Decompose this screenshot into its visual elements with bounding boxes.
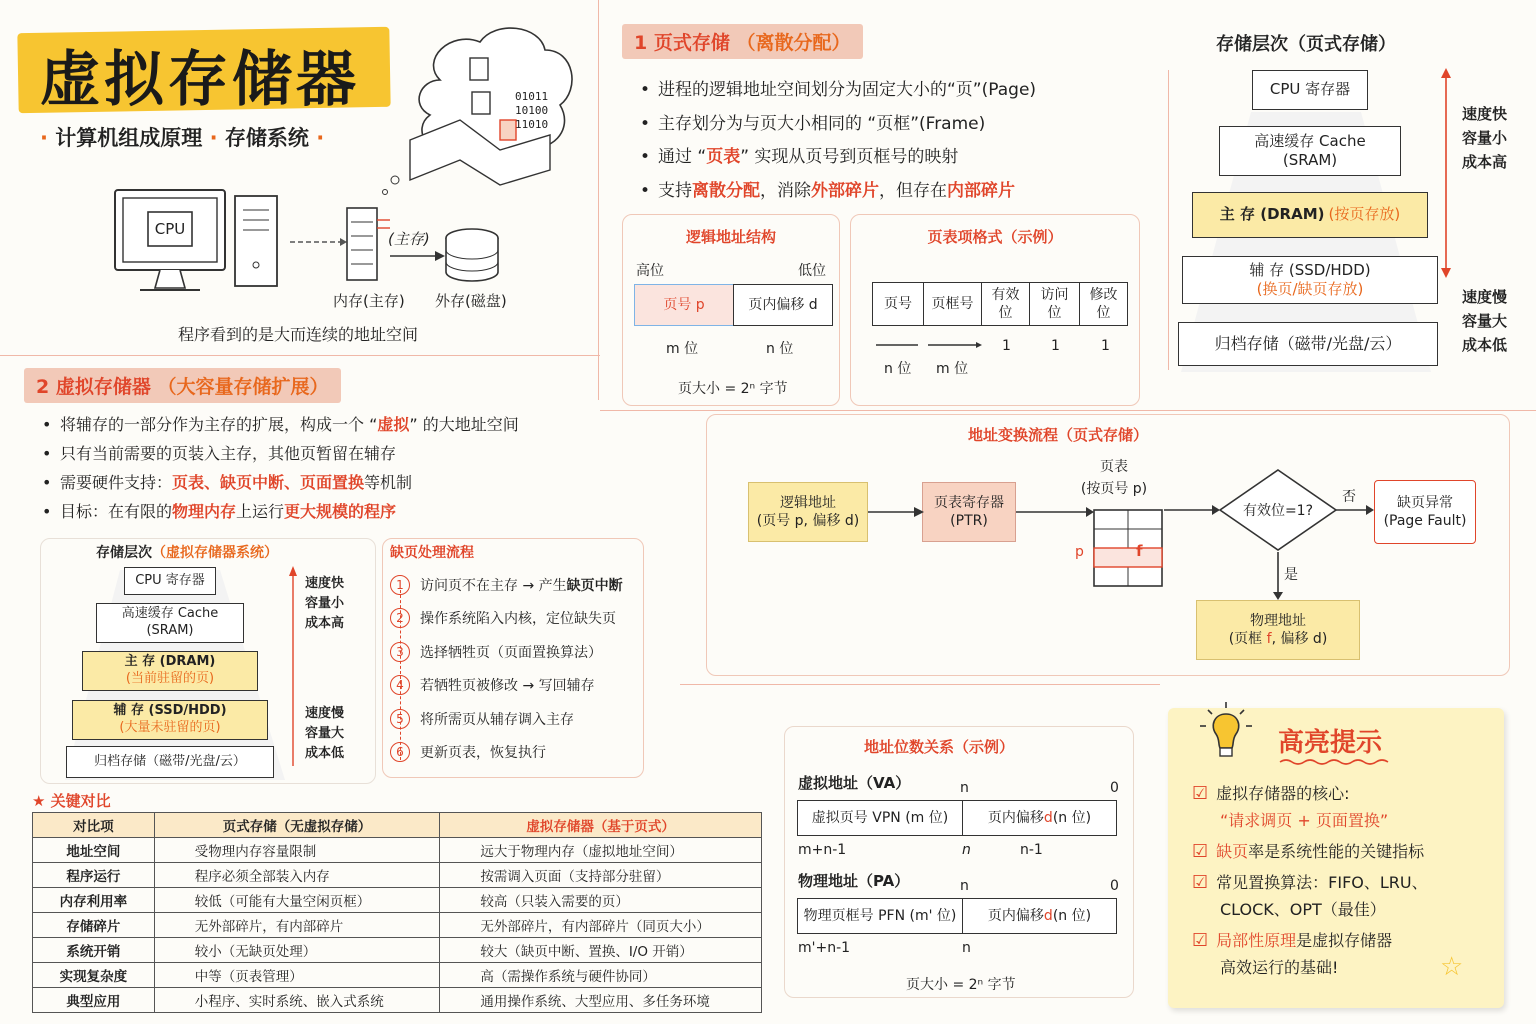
pa-bottom-n: n — [962, 940, 971, 956]
pte-fields — [872, 282, 1128, 326]
hr-top-note: 速度快 容量小 成本高 — [1462, 105, 1508, 171]
check-icon: ☑ — [1192, 930, 1209, 951]
cloud-bits — [515, 90, 548, 132]
flow-page-fault: 缺页异常 (Page Fault) — [1374, 480, 1476, 544]
pa-top-n: n — [960, 878, 969, 894]
va-bottom-left: m+n-1 — [798, 842, 847, 858]
high-bit-label: 高位 — [636, 263, 664, 279]
table-row: 存储碎片 无外部碎片，有内部碎片 无外部碎片，有内部碎片（同页大小） — [33, 913, 762, 938]
arrow-note: (主存) — [388, 230, 430, 248]
divider-h3 — [680, 684, 1160, 685]
hr-level-2: 主 存 (DRAM) (按页存放) — [1192, 192, 1428, 238]
s2-bullet-3: • 需要硬件支持：页表、缺页中断、页面置换等机制 — [38, 468, 519, 497]
page-fault-title: 缺页处理流程 — [390, 545, 474, 561]
va-vpn-field: 虚拟页号 VPN (m 位) — [797, 800, 963, 836]
check-icon: ☑ — [1192, 841, 1209, 862]
tip-3b: CLOCK、OPT（最佳） — [1220, 900, 1386, 919]
tip-1b: “请求调页 + 页面置换” — [1220, 811, 1389, 830]
table-row: 系统开销 较小（无缺页处理） 较大（缺页中断、置换、I/O 开销） — [33, 938, 762, 963]
table-row: 程序运行 程序必须全部装入内存 按需调入页面（支持部分驻留） — [33, 863, 762, 888]
subtitle-course: 计算机组成原理 — [55, 126, 203, 150]
tip-3: ☑ 常见置换算法：FIFO、LRU、 — [1192, 872, 1428, 893]
bits-offset: n 位 — [766, 341, 794, 357]
tips-title: 高亮提示 — [1278, 728, 1383, 758]
pte-arrows — [876, 340, 996, 350]
hierarchy-right-title: 存储层次（页式存储） — [1216, 34, 1396, 55]
va-top-n: n — [960, 780, 969, 796]
comparison-header: 对比项 — [33, 813, 155, 838]
divider-v2 — [1168, 70, 1169, 370]
section1-title: 页式存储 — [653, 32, 730, 54]
tip-2: ☑ 缺页率是系统性能的关键指标 — [1192, 841, 1425, 862]
comparison-header: 页式存储（无虚拟存储） — [154, 813, 440, 838]
hl-level-3: 辅 存 (SSD/HDD) (大量未驻留的页) — [72, 700, 268, 740]
section1-bullets — [636, 74, 1036, 208]
hr-level-1: 高速缓存 Cache (SRAM) — [1219, 126, 1401, 176]
section1-note: （离散分配） — [736, 32, 851, 54]
pa-offset-field: 页内偏移 d (n 位) — [962, 898, 1117, 934]
s1-bullet-2: • 主存划分为与页大小相同的 “页框”(Frame) — [636, 108, 1036, 142]
tip-4: ☑ 局部性原理是虚拟存储器 — [1192, 930, 1393, 951]
section2-bullets — [38, 410, 519, 526]
page-title: 虚拟存储器 — [40, 45, 360, 115]
comparison-header: 虚拟存储器（基于页式） — [440, 813, 762, 838]
flow-f-label: f — [1136, 542, 1143, 560]
pte-field-4: 修改位 — [1080, 282, 1128, 326]
subtitle-topic: 存储系统 — [224, 126, 309, 150]
va-top-0: 0 — [1110, 780, 1119, 796]
pte-bits-4: 1 — [1101, 338, 1110, 354]
comparison-table — [32, 812, 762, 1013]
low-bit-label: 低位 — [798, 263, 826, 279]
pte-title: 页表项格式（示例） — [927, 228, 1063, 246]
comparison-title: ★ 关键对比 — [32, 792, 111, 810]
check-icon: ☑ — [1192, 783, 1209, 804]
cloud-bits-3: 11010 — [515, 118, 549, 131]
hl-speed-arrow — [286, 566, 300, 766]
pa-top-0: 0 — [1110, 878, 1119, 894]
pte-field-3: 访问位 — [1030, 282, 1080, 326]
flow-no-label: 否 — [1342, 489, 1356, 505]
pte-field-0: 页号 — [872, 282, 924, 326]
tip-4b: 高效运行的基础! — [1220, 958, 1339, 977]
table-row: 典型应用 小程序、实时系统、嵌入式系统 通用操作系统、大型应用、多任务环境 — [33, 988, 762, 1013]
field-page-number: 页号 p — [634, 284, 734, 326]
hr-level-0: CPU 寄存器 — [1252, 70, 1368, 110]
address-bits-title: 地址位数关系（示例） — [863, 738, 1014, 756]
s1-bullet-3: • 通过 “页表” 实现从页号到页框号的映射 — [636, 141, 1036, 175]
translation-title: 地址变换流程（页式存储） — [968, 426, 1149, 444]
page-fault-steps — [390, 568, 623, 769]
va-bottom-n: n — [962, 842, 971, 858]
va-label: 虚拟地址（VA） — [798, 774, 911, 792]
lightbulb-icon — [1196, 700, 1256, 760]
hl-level-2: 主 存 (DRAM) (当前驻留的页) — [82, 651, 258, 691]
pf-connector-line — [400, 590, 401, 760]
pte-bits-1: m 位 — [936, 361, 969, 377]
check-icon: ☑ — [1192, 872, 1209, 893]
s2-bullet-1: • 将辅存的一部分作为主存的扩展，构成一个 “虚拟” 的大地址空间 — [38, 410, 519, 439]
hl-top-note: 速度快 容量小 成本高 — [305, 576, 345, 631]
address-bits-panel — [784, 726, 1134, 998]
section2-header: 2 虚拟存储器 （大容量存储扩展） — [24, 368, 341, 403]
hr-level-3: 辅 存 (SSD/HDD) (换页/缺页存放) — [1182, 256, 1438, 304]
hl-level-1: 高速缓存 Cache (SRAM) — [96, 603, 244, 643]
pf-step-4: 4 若牺牲页被修改 → 写回辅存 — [390, 669, 623, 703]
pte-field-1: 页框号 — [924, 282, 982, 326]
flow-physical-address: 物理地址 (页框 f, 偏移 d) — [1196, 600, 1360, 660]
pa-bottom-left: m'+n-1 — [798, 940, 851, 956]
s1-bullet-4: • 支持离散分配，消除外部碎片，但存在内部碎片 — [636, 175, 1036, 209]
pte-bits-0: n 位 — [884, 361, 912, 377]
section1-header — [622, 24, 863, 59]
divider-v1 — [598, 0, 599, 400]
cloud-bits-2: 10100 — [515, 104, 549, 117]
s2-bullet-4: • 目标：在有限的物理内存上运行更大规模的程序 — [38, 497, 519, 526]
logical-address-title: 逻辑地址结构 — [685, 228, 776, 246]
cloud-bits-1: 01011 — [515, 90, 549, 103]
va-bottom-1: n-1 — [1020, 842, 1043, 858]
pf-step-3: 3 选择牺牲页（页面置换算法） — [390, 635, 623, 669]
s2-bullet-2: • 只有当前需要的页装入主存，其他页暂留在辅存 — [38, 439, 519, 468]
tips-list — [1192, 780, 1428, 981]
table-row: 内存利用率 较低（可能有大量空闲页框） 较高（只装入需要的页） — [33, 888, 762, 913]
star-icon: ☆ — [1440, 952, 1464, 982]
computer-icon — [115, 190, 295, 300]
page-size-1: 页大小 = 2ⁿ 字节 — [678, 381, 788, 397]
pa-label: 物理地址（PA） — [798, 872, 910, 890]
memory-label: 内存(主存) — [333, 292, 405, 310]
va-offset-field: 页内偏移 d (n 位) — [962, 800, 1117, 836]
pa-pfn-field: 物理页框号 PFN (m' 位) — [797, 898, 963, 934]
tips-underline — [1280, 758, 1390, 766]
cloud-illustration — [400, 20, 580, 180]
flow-logical-address: 逻辑地址 (页号 p, 偏移 d) — [748, 482, 868, 542]
hr-speed-arrow — [1436, 68, 1456, 288]
table-row: 地址空间 受物理内存容量限制 远大于物理内存（虚拟地址空间） — [33, 838, 762, 863]
tip-1: ☑ 虚拟存储器的核心: — [1192, 783, 1350, 804]
pte-bits-2: 1 — [1002, 338, 1011, 354]
flow-ptr: 页表寄存器 (PTR) — [922, 482, 1016, 542]
pte-bits-3: 1 — [1051, 338, 1060, 354]
s1-bullet-1: • 进程的逻辑地址空间划分为固定大小的“页”(Page) — [636, 74, 1036, 108]
section1-number: 1 — [634, 32, 648, 54]
flow-yes-label: 是 — [1284, 567, 1298, 583]
subtitle: · 计算机组成原理 · 存储系统 · — [40, 126, 325, 150]
bits-page: m 位 — [666, 341, 699, 357]
hierarchy-left-title: 存储层次（虚拟存储器系统） — [96, 545, 278, 561]
pte-field-2: 有效位 — [982, 282, 1030, 326]
pf-step-6: 6 更新页表，恢复执行 — [390, 736, 623, 770]
pf-step-1: 1 访问页不在主存 → 产生 缺页中断 — [390, 568, 623, 602]
cpu-label: CPU — [154, 220, 186, 238]
divider-h1 — [0, 355, 600, 356]
pf-step-2: 2 操作系统陷入内核，定位缺失页 — [390, 602, 623, 636]
hero-caption: 程序看到的是大而连续的地址空间 — [178, 325, 419, 344]
page-size-2: 页大小 = 2ⁿ 字节 — [906, 977, 1016, 993]
flow-page-table-label: 页表 (按页号 p) — [1080, 459, 1148, 497]
field-page-offset: 页内偏移 d — [733, 284, 833, 326]
flow-page-table — [1094, 510, 1164, 586]
disk-label: 外存(磁盘) — [435, 292, 507, 310]
hl-level-0: CPU 寄存器 — [124, 567, 216, 595]
comparison-header-row — [33, 813, 762, 838]
table-row: 实现复杂度 中等（页表管理） 高（需操作系统与硬件协同） — [33, 963, 762, 988]
hr-bottom-note: 速度慢 容量大 成本低 — [1462, 288, 1508, 354]
divider-h2 — [600, 410, 1536, 411]
hr-level-4: 归档存储（磁带/光盘/云） — [1178, 322, 1438, 366]
pf-step-5: 5 将所需页从辅存调入主存 — [390, 702, 623, 736]
hl-bottom-note: 速度慢 容量大 成本低 — [305, 706, 345, 761]
flow-p-label: p — [1075, 544, 1084, 560]
flow-decision-label: 有效位=1? — [1242, 503, 1314, 519]
hl-level-4: 归档存储（磁带/光盘/云） — [66, 746, 274, 778]
